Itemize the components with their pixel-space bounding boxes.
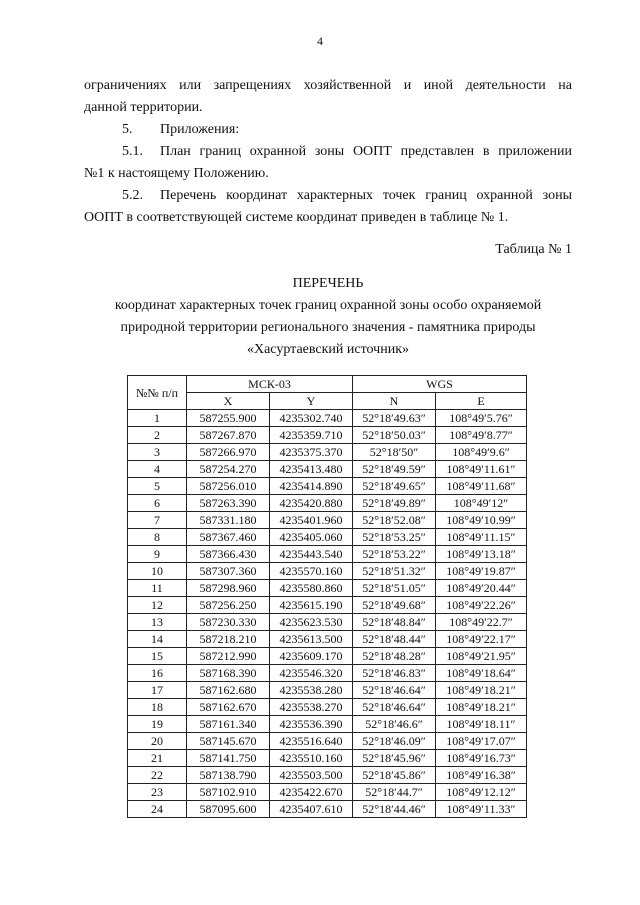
title-heading: ПЕРЕЧЕНЬ [292,276,364,291]
cell-e: 108°49′16.38″ [436,767,527,784]
table-row [128,665,527,682]
cell-y: 4235422.670 [270,784,353,801]
cell-n: 52°18′53.25″ [353,529,436,546]
cell-number: 5 [128,478,187,495]
table-label: Таблица № 1 [495,242,572,257]
cell-number: 16 [128,665,187,682]
cell-n: 52°18′46.83″ [353,665,436,682]
table-row [128,784,527,801]
cell-number: 3 [128,444,187,461]
cell-x: 587212.990 [187,648,270,665]
cell-e: 108°49′18.64″ [436,665,527,682]
cell-y: 4235443.540 [270,546,353,563]
table-row [128,699,527,716]
cell-n: 52°18′44.46″ [353,801,436,818]
header-e: E [436,393,527,410]
section-number: 5. [122,122,133,137]
cell-x: 587256.250 [187,597,270,614]
cell-n: 52°18′45.86″ [353,767,436,784]
cell-x: 587141.750 [187,750,270,767]
cell-n: 52°18′46.64″ [353,682,436,699]
table-row [128,495,527,512]
cell-e: 108°49′8.77″ [436,427,527,444]
cell-x: 587102.910 [187,784,270,801]
table-row [128,529,527,546]
cell-n: 52°18′49.89″ [353,495,436,512]
cell-y: 4235302.740 [270,410,353,427]
table-row [128,546,527,563]
cell-y: 4235580.860 [270,580,353,597]
table-row [128,648,527,665]
header-n: N [353,393,436,410]
cell-x: 587367.460 [187,529,270,546]
cell-x: 587145.670 [187,733,270,750]
paragraph-restrictions-line1: ограничениях или запрещениях хозяйственной и иной деятельности на [84,78,572,93]
cell-number: 21 [128,750,187,767]
cell-e: 108°49′16.73″ [436,750,527,767]
cell-n: 52°18′49.63″ [353,410,436,427]
cell-e: 108°49′22.7″ [436,614,527,631]
cell-x: 587366.430 [187,546,270,563]
cell-x: 587255.900 [187,410,270,427]
paragraph-list-line2: ООПТ в соответствующей системе координат приведен в таблице № 1. [84,210,509,225]
table-row [128,682,527,699]
cell-e: 108°49′18.11″ [436,716,527,733]
cell-number: 17 [128,682,187,699]
section-text: План границ охранной зоны ООПТ представлен в приложении [160,144,572,159]
cell-x: 587263.390 [187,495,270,512]
cell-y: 4235538.280 [270,682,353,699]
cell-n: 52°18′50.03″ [353,427,436,444]
table-row [128,444,527,461]
cell-e: 108°49′17.07″ [436,733,527,750]
table-row [128,733,527,750]
cell-e: 108°49′20.44″ [436,580,527,597]
cell-y: 4235516.640 [270,733,353,750]
cell-y: 4235413.480 [270,461,353,478]
cell-x: 587162.680 [187,682,270,699]
cell-y: 4235609.170 [270,648,353,665]
paragraph-plan-line2: №1 к настоящему Положению. [84,166,269,181]
paragraph-list-line1 [84,185,572,207]
cell-number: 19 [128,716,187,733]
header-y: Y [270,393,353,410]
cell-n: 52°18′46.64″ [353,699,436,716]
table-row [128,716,527,733]
cell-n: 52°18′48.28″ [353,648,436,665]
section-text: Приложения: [160,122,240,137]
cell-e: 108°49′21.95″ [436,648,527,665]
cell-y: 4235623.530 [270,614,353,631]
cell-x: 587331.180 [187,512,270,529]
cell-number: 15 [128,648,187,665]
cell-e: 108°49′19.87″ [436,563,527,580]
cell-x: 587230.330 [187,614,270,631]
title-line4: «Хасуртаевский источник» [246,342,410,357]
cell-y: 4235613.500 [270,631,353,648]
cell-e: 108°49′22.26″ [436,597,527,614]
section-number: 5.1. [122,144,143,159]
table-row [128,461,527,478]
cell-n: 52°18′46.6″ [353,716,436,733]
cell-x: 587218.210 [187,631,270,648]
paragraph-appendices [84,119,572,141]
title-line2: координат характерных точек границ охранной зоны особо охраняемой [114,298,542,313]
cell-number: 18 [128,699,187,716]
table-row [128,512,527,529]
cell-number: 6 [128,495,187,512]
cell-number: 22 [128,767,187,784]
cell-n: 52°18′49.68″ [353,597,436,614]
cell-number: 1 [128,410,187,427]
cell-e: 108°49′12.12″ [436,784,527,801]
header-x: X [187,393,270,410]
cell-x: 587161.340 [187,716,270,733]
cell-y: 4235401.960 [270,512,353,529]
cell-e: 108°49′11.33″ [436,801,527,818]
cell-y: 4235615.190 [270,597,353,614]
cell-number: 10 [128,563,187,580]
cell-number: 8 [128,529,187,546]
cell-number: 12 [128,597,187,614]
cell-n: 52°18′48.84″ [353,614,436,631]
cell-y: 4235375.370 [270,444,353,461]
cell-x: 587307.360 [187,563,270,580]
cell-e: 108°49′18.21″ [436,682,527,699]
cell-number: 20 [128,733,187,750]
cell-number: 23 [128,784,187,801]
cell-y: 4235510.160 [270,750,353,767]
section-text: Перечень координат характерных точек границ охранной зоны [160,188,572,203]
cell-e: 108°49′11.15″ [436,529,527,546]
cell-y: 4235570.160 [270,563,353,580]
paragraph-plan-line1 [84,141,572,163]
cell-y: 4235407.610 [270,801,353,818]
table-row [128,427,527,444]
cell-number: 24 [128,801,187,818]
cell-y: 4235546.320 [270,665,353,682]
section-number: 5.2. [122,188,143,203]
cell-x: 587095.600 [187,801,270,818]
cell-n: 52°18′48.44″ [353,631,436,648]
header-wgs: WGS [353,376,527,393]
cell-number: 7 [128,512,187,529]
cell-e: 108°49′9.6″ [436,444,527,461]
table-row [128,767,527,784]
cell-n: 52°18′52.08″ [353,512,436,529]
cell-e: 108°49′18.21″ [436,699,527,716]
cell-number: 13 [128,614,187,631]
cell-x: 587267.870 [187,427,270,444]
cell-y: 4235536.390 [270,716,353,733]
table-row [128,631,527,648]
cell-x: 587168.390 [187,665,270,682]
table-row [128,478,527,495]
cell-e: 108°49′5.76″ [436,410,527,427]
cell-e: 108°49′13.18″ [436,546,527,563]
cell-e: 108°49′11.68″ [436,478,527,495]
cell-y: 4235414.890 [270,478,353,495]
cell-number: 14 [128,631,187,648]
table-row [128,597,527,614]
cell-e: 108°49′22.17″ [436,631,527,648]
table-row [128,801,527,818]
table-row [128,410,527,427]
cell-number: 4 [128,461,187,478]
cell-n: 52°18′51.05″ [353,580,436,597]
cell-n: 52°18′53.22″ [353,546,436,563]
cell-x: 587298.960 [187,580,270,597]
table-row [128,750,527,767]
page-number: 4 [317,34,323,48]
cell-number: 2 [128,427,187,444]
cell-n: 52°18′51.32″ [353,563,436,580]
table-row [128,580,527,597]
coordinates-table-body [128,410,527,818]
title-line3: природной территории регионального значения - памятника природы [120,320,536,335]
cell-n: 52°18′46.09″ [353,733,436,750]
header-msk: МСК-03 [187,376,353,393]
cell-e: 108°49′12″ [436,495,527,512]
cell-number: 11 [128,580,187,597]
coordinates-table [127,375,527,818]
cell-n: 52°18′44.7″ [353,784,436,801]
cell-y: 4235538.270 [270,699,353,716]
cell-y: 4235405.060 [270,529,353,546]
header-number: №№ п/п [128,376,187,410]
cell-n: 52°18′49.59″ [353,461,436,478]
cell-n: 52°18′50″ [353,444,436,461]
cell-e: 108°49′10.99″ [436,512,527,529]
cell-n: 52°18′49.65″ [353,478,436,495]
cell-x: 587256.010 [187,478,270,495]
cell-e: 108°49′11.61″ [436,461,527,478]
cell-x: 587266.970 [187,444,270,461]
cell-x: 587254.270 [187,461,270,478]
table-row [128,563,527,580]
cell-x: 587138.790 [187,767,270,784]
table-row [128,614,527,631]
paragraph-restrictions-line2: данной территории. [84,100,203,115]
cell-y: 4235420.880 [270,495,353,512]
cell-y: 4235359.710 [270,427,353,444]
cell-n: 52°18′45.96″ [353,750,436,767]
cell-x: 587162.670 [187,699,270,716]
cell-y: 4235503.500 [270,767,353,784]
cell-number: 9 [128,546,187,563]
